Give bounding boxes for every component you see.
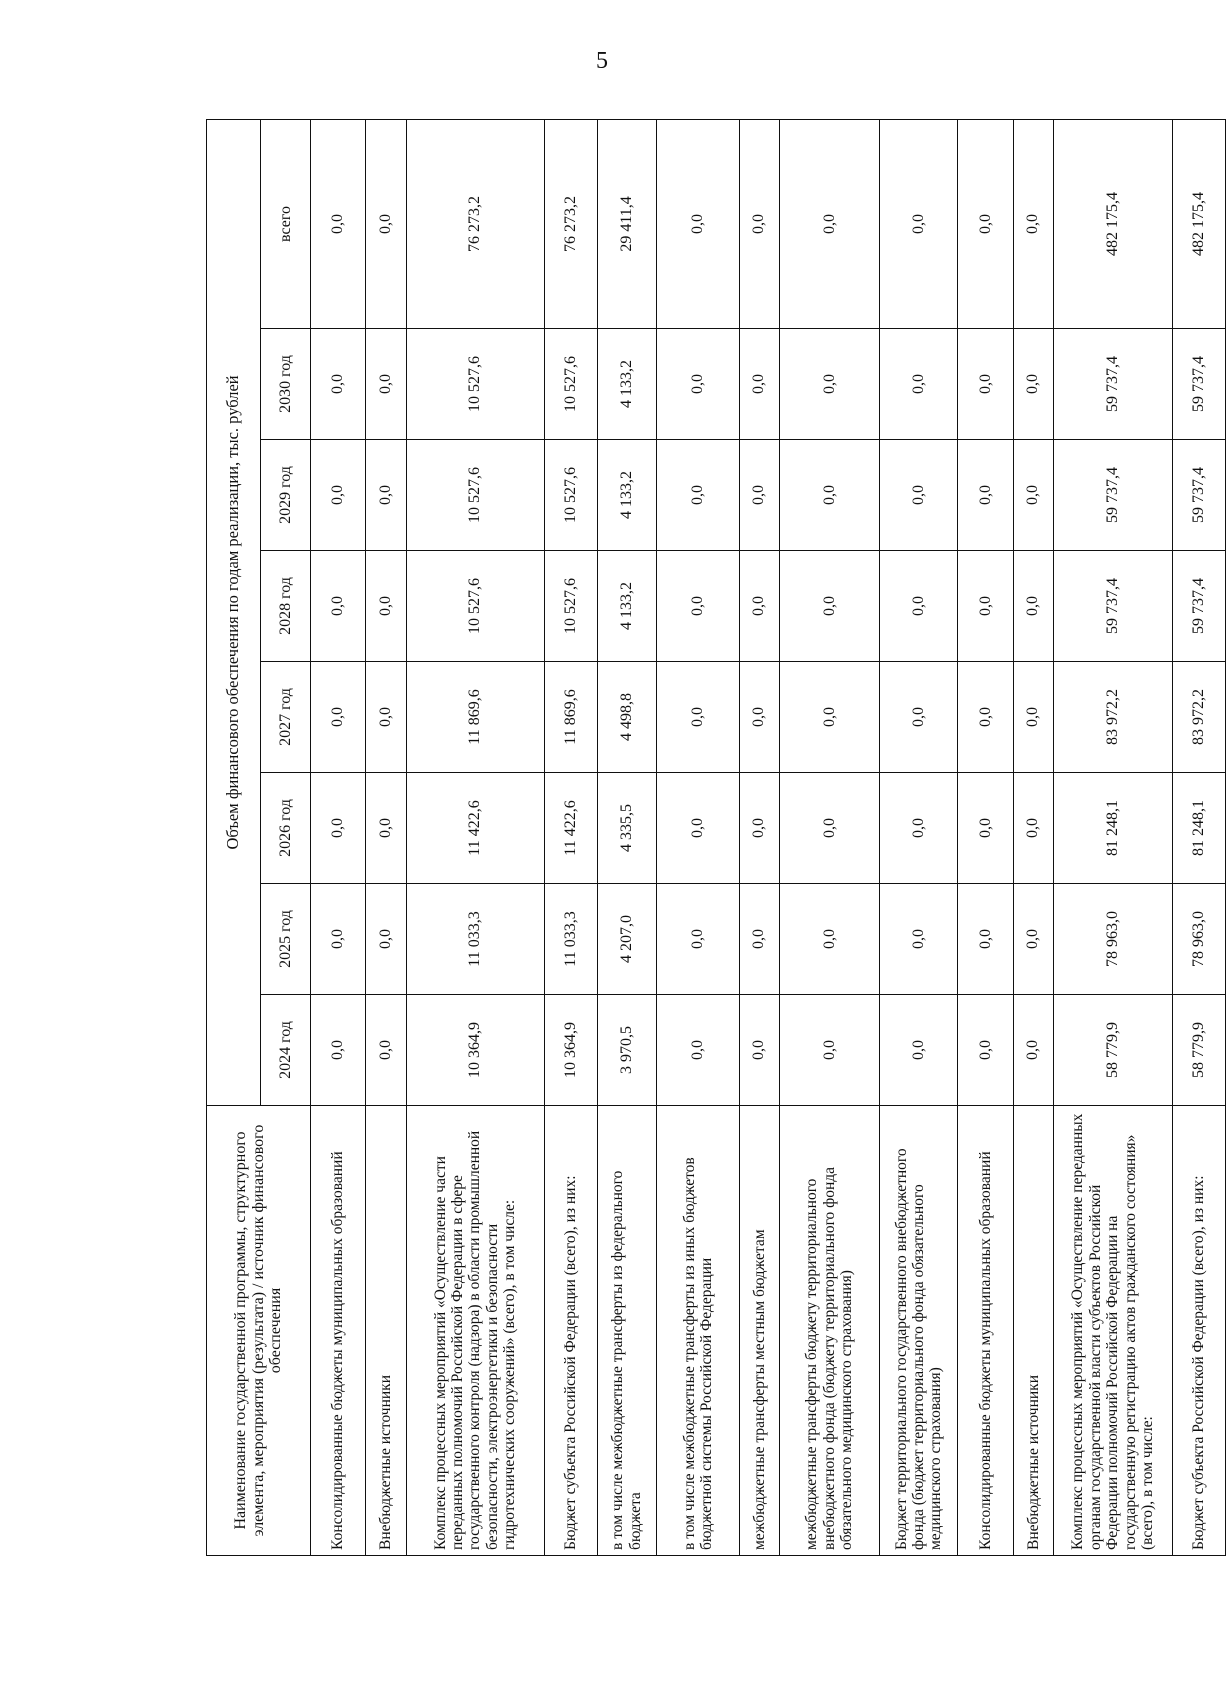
cell-2029: 0,0 [1013,440,1053,551]
cell-2024: 58 779,9 [1172,995,1225,1106]
row-label: Бюджет территориального государственного внебюджетного фонда (бюджет территориального фонда обязательного медицинского страхования) [879,1106,958,1556]
cell-2027: 4 498,8 [597,662,656,773]
table-row [1013,119,1053,1555]
cell-2028: 0,0 [1013,551,1053,662]
cell-2025: 0,0 [739,884,779,995]
cell-2030: 59 737,4 [1172,329,1225,440]
cell-2028: 0,0 [780,551,880,662]
cell-2030: 0,0 [780,329,880,440]
table-row [780,119,880,1555]
cell-2027: 0,0 [958,662,1013,773]
cell-2027: 83 972,2 [1053,662,1172,773]
cell-2026: 11 422,6 [406,773,544,884]
cell-2030: 10 527,6 [544,329,597,440]
table-row [1172,119,1225,1555]
cell-2025: 0,0 [780,884,880,995]
rotated-table-container [206,120,1226,1556]
table-row [406,119,544,1555]
cell-2029: 10 527,6 [406,440,544,551]
cell-total: 29 411,4 [597,119,656,328]
header-year-2030: 2030 год [261,329,311,440]
cell-2029: 0,0 [366,440,406,551]
financing-table [206,119,1226,1556]
row-label: Консолидированные бюджеты муниципальных образований [958,1106,1013,1556]
header-year-2029: 2029 год [261,440,311,551]
header-total: всего [261,119,311,328]
cell-2025: 0,0 [657,884,740,995]
cell-2024: 3 970,5 [597,995,656,1106]
row-label: межбюджетные трансферты бюджету территориального внебюджетного фонда (бюджету территориального фонда обязательного медицинского страхования) [780,1106,880,1556]
cell-2026: 81 248,1 [1172,773,1225,884]
cell-total: 482 175,4 [1053,119,1172,328]
cell-2030: 0,0 [958,329,1013,440]
cell-total: 76 273,2 [406,119,544,328]
row-label: Комплекс процессных мероприятий «Осуществление переданных органам государственной власти субъектов Российской Федерации полномочий Российской Федерации на государственную регистрацию актов гражданского состояния» (всего), в том числе: [1053,1106,1172,1556]
cell-2026: 0,0 [958,773,1013,884]
cell-2025: 0,0 [879,884,958,995]
cell-2028: 10 527,6 [406,551,544,662]
cell-2030: 0,0 [739,329,779,440]
cell-2029: 4 133,2 [597,440,656,551]
cell-2028: 0,0 [657,551,740,662]
cell-2026: 81 248,1 [1053,773,1172,884]
cell-2027: 0,0 [366,662,406,773]
cell-2029: 59 737,4 [1053,440,1172,551]
cell-2026: 0,0 [739,773,779,884]
cell-2029: 10 527,6 [544,440,597,551]
cell-total: 0,0 [780,119,880,328]
row-label: в том числе межбюджетные трансферты из федерального бюджета [597,1106,656,1556]
cell-2027: 0,0 [311,662,366,773]
cell-2030: 0,0 [657,329,740,440]
cell-2024: 58 779,9 [1053,995,1172,1106]
cell-2029: 0,0 [657,440,740,551]
row-label: Бюджет субъекта Российской Федерации (всего), из них: [544,1106,597,1556]
header-year-2027: 2027 год [261,662,311,773]
row-label: межбюджетные трансферты местным бюджетам [739,1106,779,1556]
row-label: Бюджет субъекта Российской Федерации (всего), из них: [1172,1106,1225,1556]
cell-2027: 0,0 [780,662,880,773]
cell-2029: 0,0 [739,440,779,551]
cell-2024: 10 364,9 [544,995,597,1106]
cell-2029: 59 737,4 [1172,440,1225,551]
table-row [1053,119,1172,1555]
cell-2024: 0,0 [657,995,740,1106]
cell-2026: 11 422,6 [544,773,597,884]
cell-2025: 4 207,0 [597,884,656,995]
table-body [311,119,1226,1555]
cell-2026: 0,0 [366,773,406,884]
table-row [657,119,740,1555]
cell-2024: 0,0 [1013,995,1053,1106]
row-label: Внебюджетные источники [1013,1106,1053,1556]
cell-total: 76 273,2 [544,119,597,328]
cell-2025: 11 033,3 [406,884,544,995]
cell-2025: 11 033,3 [544,884,597,995]
header-year-2026: 2026 год [261,773,311,884]
header-name-column: Наименование государственной программы, структурного элемента, мероприятия (результата) / источник финансового обеспечения [207,1106,311,1556]
header-financing-volume: Объем финансового обеспечения по годам реализации, тыс. рублей [207,119,261,1105]
table-row [958,119,1013,1555]
cell-2026: 0,0 [311,773,366,884]
cell-2030: 10 527,6 [406,329,544,440]
cell-2024: 0,0 [780,995,880,1106]
header-year-2025: 2025 год [261,884,311,995]
cell-2028: 59 737,4 [1172,551,1225,662]
row-label: Внебюджетные источники [366,1106,406,1556]
cell-total: 482 175,4 [1172,119,1225,328]
cell-2029: 0,0 [879,440,958,551]
cell-2029: 0,0 [780,440,880,551]
cell-2030: 59 737,4 [1053,329,1172,440]
cell-2025: 0,0 [366,884,406,995]
cell-2025: 78 963,0 [1053,884,1172,995]
cell-total: 0,0 [366,119,406,328]
cell-total: 0,0 [311,119,366,328]
cell-2028: 0,0 [958,551,1013,662]
table-row [366,119,406,1555]
cell-total: 0,0 [1013,119,1053,328]
cell-2024: 0,0 [958,995,1013,1106]
cell-2030: 0,0 [879,329,958,440]
cell-2027: 11 869,6 [544,662,597,773]
cell-2026: 0,0 [780,773,880,884]
cell-total: 0,0 [958,119,1013,328]
cell-2027: 0,0 [657,662,740,773]
cell-2029: 0,0 [311,440,366,551]
cell-2028: 0,0 [311,551,366,662]
row-label: в том числе межбюджетные трансферты из иных бюджетов бюджетной системы Российской Федерации [657,1106,740,1556]
cell-2025: 0,0 [958,884,1013,995]
cell-2028: 0,0 [879,551,958,662]
table-row [879,119,958,1555]
header-year-2028: 2028 год [261,551,311,662]
row-label: Консолидированные бюджеты муниципальных образований [311,1106,366,1556]
cell-2027: 83 972,2 [1172,662,1225,773]
cell-2028: 10 527,6 [544,551,597,662]
cell-2024: 0,0 [739,995,779,1106]
cell-2028: 4 133,2 [597,551,656,662]
cell-2026: 0,0 [1013,773,1053,884]
cell-2030: 0,0 [366,329,406,440]
cell-2028: 59 737,4 [1053,551,1172,662]
cell-2024: 0,0 [879,995,958,1106]
cell-total: 0,0 [739,119,779,328]
header-row-group [207,119,261,1555]
cell-2024: 0,0 [311,995,366,1106]
cell-2026: 0,0 [657,773,740,884]
cell-2025: 78 963,0 [1172,884,1225,995]
cell-2027: 0,0 [1013,662,1053,773]
cell-2026: 0,0 [879,773,958,884]
header-year-2024: 2024 год [261,995,311,1106]
cell-2026: 4 335,5 [597,773,656,884]
table-row [739,119,779,1555]
cell-2027: 0,0 [879,662,958,773]
cell-2030: 0,0 [311,329,366,440]
cell-2028: 0,0 [739,551,779,662]
cell-2024: 10 364,9 [406,995,544,1106]
cell-2030: 4 133,2 [597,329,656,440]
cell-2027: 0,0 [739,662,779,773]
cell-2027: 11 869,6 [406,662,544,773]
cell-2029: 0,0 [958,440,1013,551]
cell-total: 0,0 [657,119,740,328]
cell-2030: 0,0 [1013,329,1053,440]
table-row [311,119,366,1555]
cell-2025: 0,0 [311,884,366,995]
cell-2025: 0,0 [1013,884,1053,995]
cell-total: 0,0 [879,119,958,328]
table-row [544,119,597,1555]
rotated-table-inner [206,120,1226,1556]
table-row [597,119,656,1555]
row-label: Комплекс процессных мероприятий «Осуществление части переданных полномочий Российской Федерации в сфере государственного контроля (надзора) в области промышленной безопасности, электроэнергетики и безопасности гидротехнических сооружений» (всего), в том числе: [406,1106,544,1556]
cell-2028: 0,0 [366,551,406,662]
page-number: 5 [596,48,608,74]
cell-2024: 0,0 [366,995,406,1106]
